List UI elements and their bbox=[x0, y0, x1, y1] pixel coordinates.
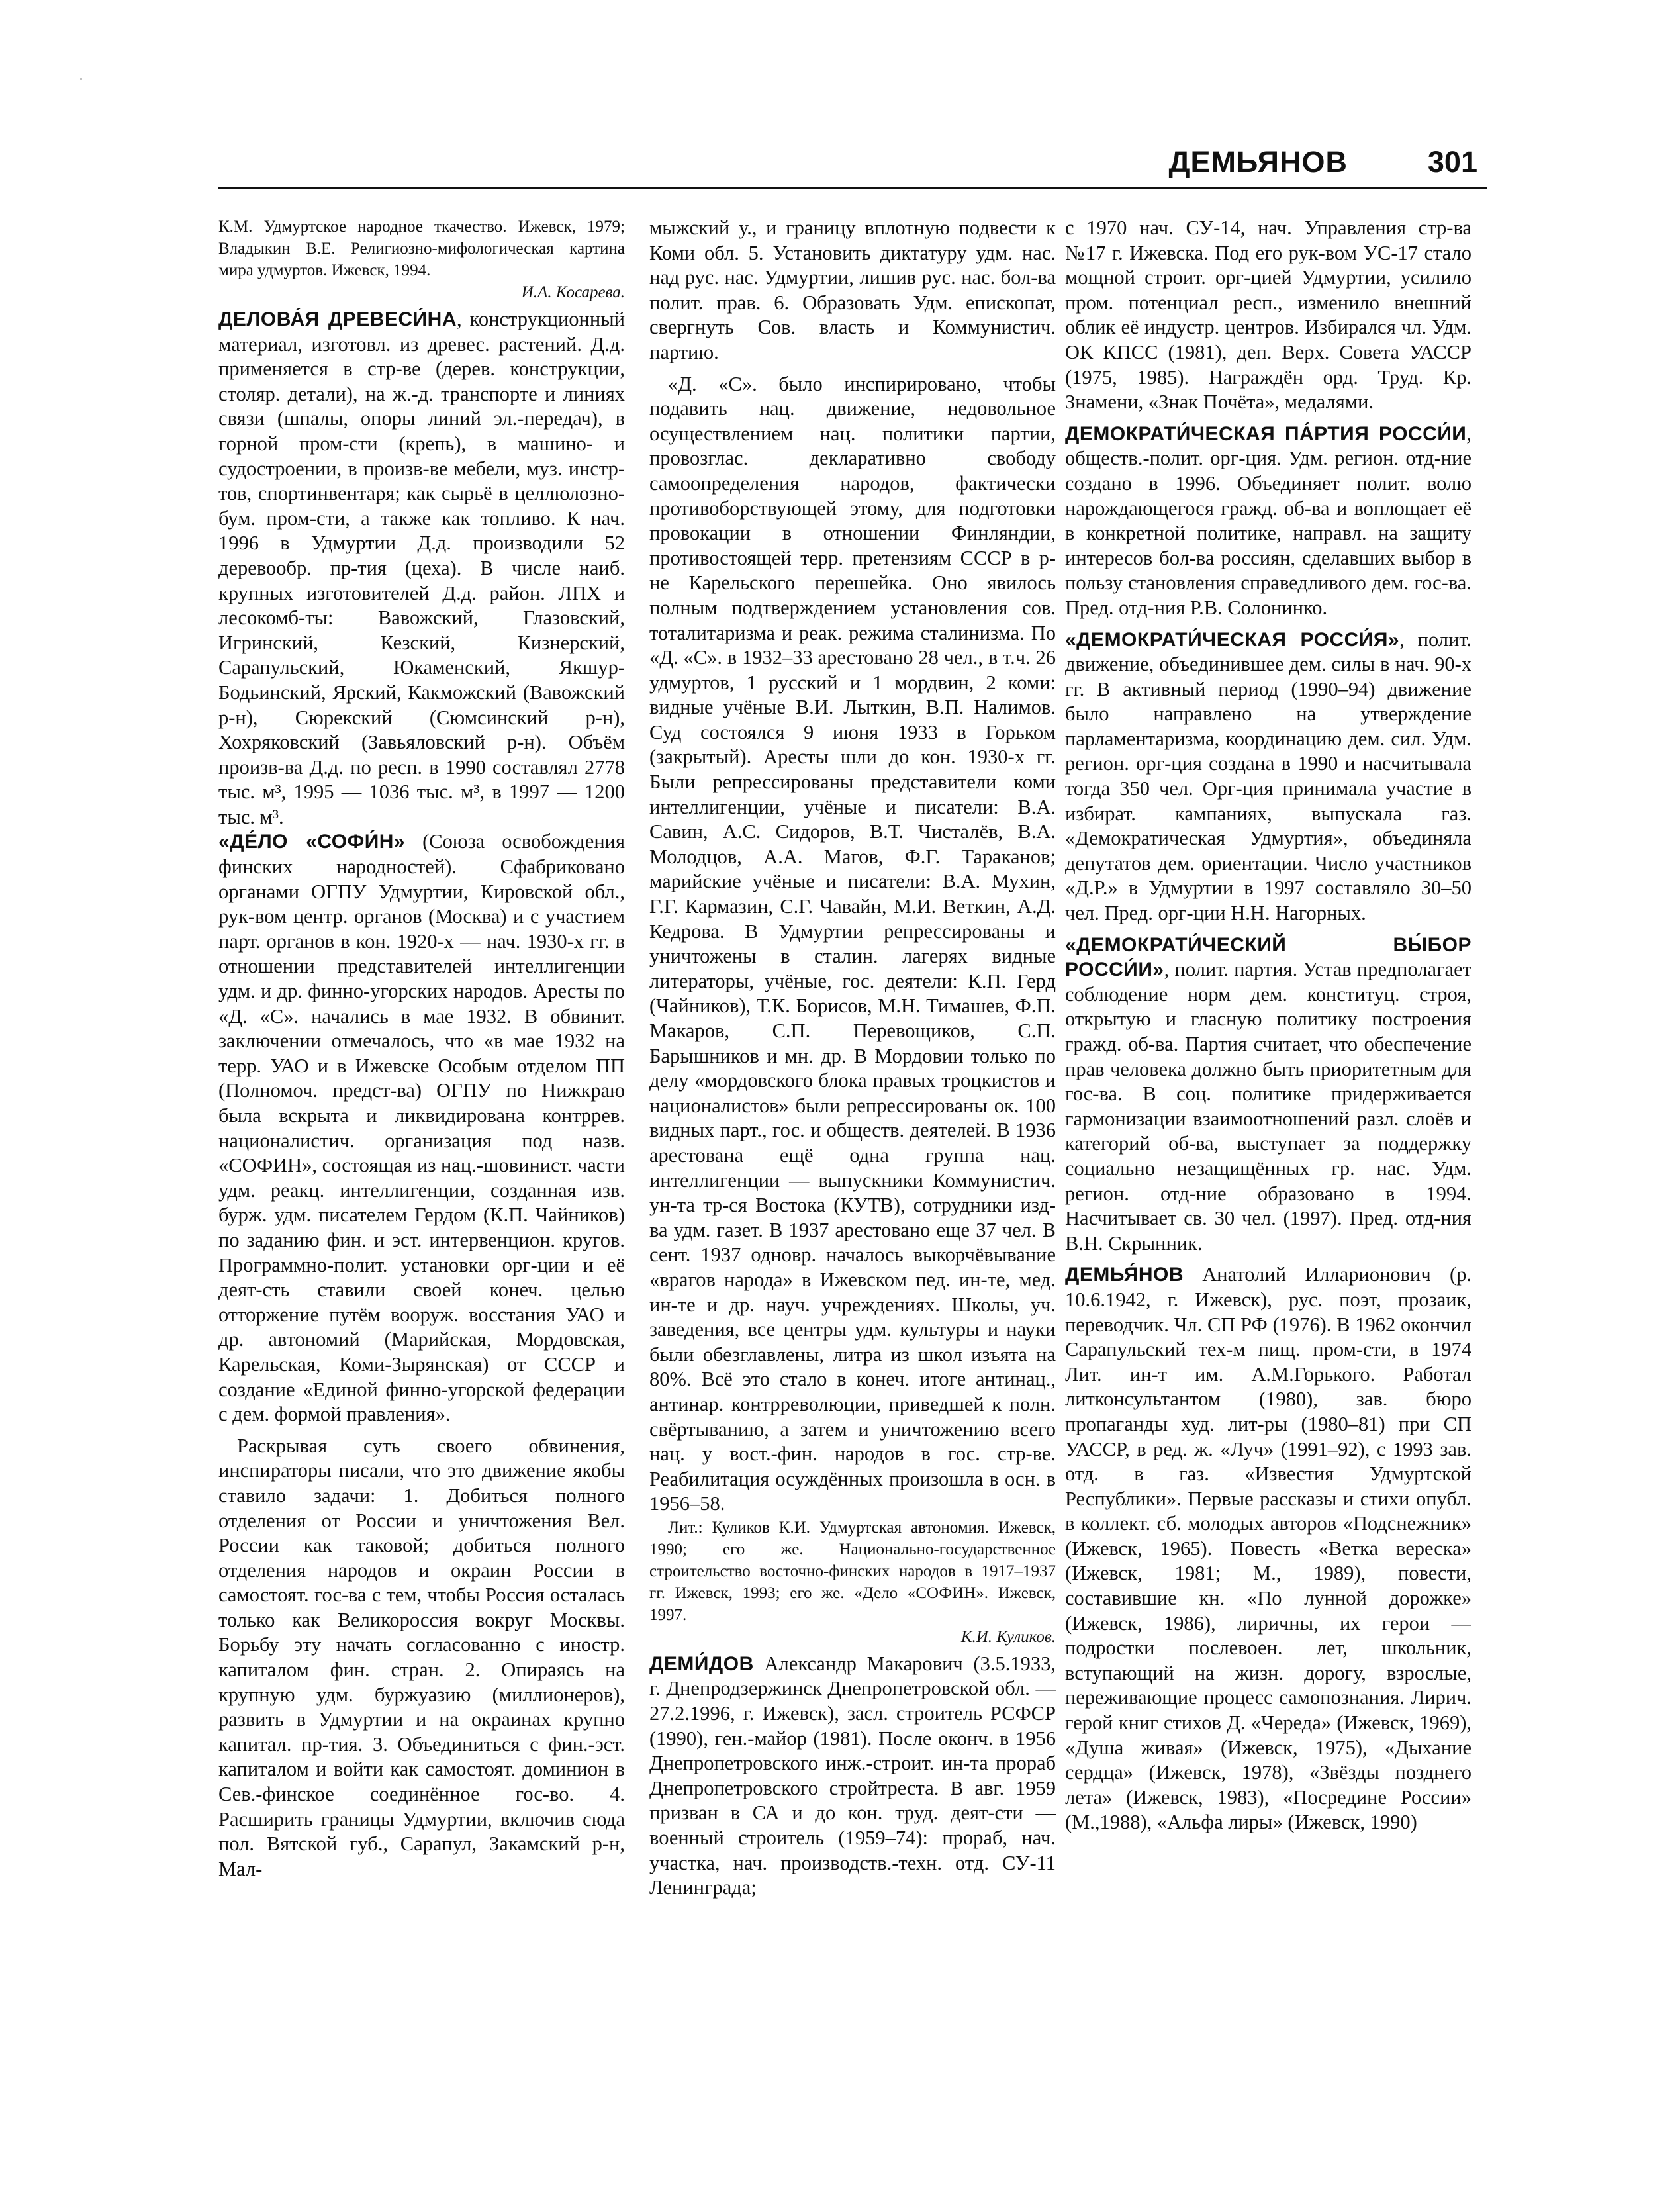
entry-body: , полит. партия. Устав предполагает соблюдение норм дем. конституц. строя, открытую и гласную политику построения гражд. об-ва. Партия считает, что обеспечение прав человека должно быть приоритетным для гос-ва. В соц. политике придерживается гармонизации взаимоотношений разл. слоёв и категорий об-ва, выступает за поддержку социально незащищённых гр. нас. Удм. регион. отд-ние образовано в 1994. Насчитывает св. 30 чел. (1997). Пред. отд-ния В.Н. Скрынник. bbox=[1065, 958, 1471, 1255]
entry-headword: «ДЕМОКРАТИ́ЧЕСКИЙ ВЫ́БОР РОССИ́И» bbox=[1065, 933, 1471, 981]
entry-democratic-party bbox=[1065, 422, 1471, 621]
entry-body: Анатолий Илларионович (р. 10.6.1942, г. Ижевск), рус. поэт, прозаик, переводчик. Чл. СП РФ (1976). В 1962 окончил Сарапульский тех-м пищ. пром-сти, в 1974 Лит. ин-т им. А.М.Горького. Работал литконсультантом (1980), зав. бюро пропаганды худ. лит-ры (1980–81) при СП УАССР, в ред. ж. «Луч» (1991–92), с 1993 зав. отд. в газ. «Известия Удмуртской Республики». Первые рассказы и стихи опубл. в коллект. сб. молодых авторов «Подснежник» (Ижевск, 1965). Повесть «Ветка вереска» (Ижевск, 1981; М., 1989), повести, составившие кн. «По лунной дорожке» (Ижевск, 1986), лиричны, их герои — подростки послевоен. лет, школьник, вступающий на жизн. дорогу, взрослые, переживающие процесс самопознания. Лирич. герой книг стихов Д. «Череда» (Ижевск, 1969), «Душа живая» (Ижевск, 1975), «Дыхание сердца» (Ижевск, 1978), «Звёзды позднего лета» (Ижевск, 1983), «Посредине России» (М.,1988), «Альфа лиры» (Ижевск, 1990) bbox=[1065, 1263, 1471, 1834]
entry-delovaya-drevesina bbox=[218, 307, 625, 830]
entry-paragraph: Раскрывая суть своего обвинения, инспираторы писали, что это движение якобы ставило задачи: 1. Добиться полного отделения от России и уничтожения Вел. России как таковой; добиться полного отделения народов и окраин России в самостоят. гос-ва с тем, чтобы Россия осталась только как Великороссия вокруг Москвы. Борьбу эту начать согласованно с иностр. капиталом фин. стран. 2. Опираясь на крупную удм. буржуазию (миллионеров), развить в Удмуртии и на окраинах крупно капитал. пр-тия. 3. Объединиться с фин.-эст. капиталом и войти как самостоят. доминион в Сев.-финское соединённое гос-во. 4. Расширить границы Удмуртии, включив сюда пол. Вятской губ., Сарапул, Закамский р-н, Мал- bbox=[218, 1434, 625, 1880]
column-1 bbox=[218, 216, 625, 2162]
entry-body: (Союза освобождения финских народностей). Сфабриковано органами ОГПУ Удмуртии, Кировской обл., рук-вом центр. органов (Москва) и с участием парт. органов в кон. 1920-х — нач. 1930-х гг. в отношении представителей интеллигенции удм. и др. финно-угорских народов. Аресты по «Д. «С». начались в мае 1932. В обвинит. заключении отмечалось, что «в мае 1932 на терр. УАО и в Ижевске Особым отделом ПП (Полномоч. предст-ва) ОГПУ по Нижкраю была вскрыта и ликвидирована контррев. националистич. организация под назв. «СОФИН», состоящая из нац.-шовинист. части удм. реакц. интеллигенции, созданная изв. бурж. удм. писателем Гердом (К.П. Чайников) по заданию фин. и эст. интервенцион. кругов. Программно-полит. установки орг-ции и её деят-сть ставили своей конеч. целью отторжение путём вооруж. восстания УАО и др. автономий (Марийская, Мордовская, Карельская, Коми-Зырянская) от СССР и создание «Единой финно-угорской федерации с дем. формой правления». bbox=[218, 830, 625, 1426]
entry-body: Александр Макарович (3.5.1933, г. Днепродзержинск Днепропетровской обл. — 27.2.1996, г. Ижевск), засл. строитель РСФСР (1990), ген.-майор (1981). После оконч. в 1956 Днепропетровского инж.-строит. ин-та прораб Днепропетровского стройтреста. В авг. 1959 призван в СА и до кон. труд. деят-сти — военный строитель (1959–74): прораб, нач. участка, нач. производств.-техн. отд. СУ-11 Ленинграда; bbox=[649, 1652, 1056, 1899]
entry-democratic-choice bbox=[1065, 933, 1471, 1257]
literature-ref: Лит.: Куликов К.И. Удмуртская автономия. Ижевск, 1990; его же. Национально-государственное строительство восточно-финских народов в 1917–1937 гг. Ижевск, 1993; его же. «Дело «СОФИН». Ижевск, 1997. bbox=[649, 1518, 1056, 1624]
header-title: ДЕМЬЯНОВ bbox=[1168, 145, 1348, 179]
entry-body: , обществ.-полит. орг-ция. Удм. регион. отд-ние создано в 1996. Объединяет полит. волю нарождающегося гражд. об-ва и воплощает её в конкретной политике, направл. на защиту интересов бол-ва россиян, сделавших выбор в пользу становления справедливого дем. гос-ва. Пред. отд-ния Р.В. Солонинко. bbox=[1065, 422, 1471, 619]
entry-paragraph: «Д. «С». было инспирировано, чтобы подавить нац. движение, недовольное осуществлением нац. политики партии, провозглас. декларативно свободу самоопределения народов, фактически противоборствующей этому, для подготовки провокации в отношении Финляндии, противостоящей терр. претензиям СССР в р-не Карельского перешейка. Оно явилось полным подтверждением установления сов. тоталитаризма и реак. режима сталинизма. По «Д. «С». в 1932–33 арестовано 28 чел., в т.ч. 26 удмуртов, 1 русский и 1 мордвин, 2 коми: видные учёные В.И. Лыткин, В.П. Налимов. Суд состоялся 9 июня 1933 в Горьком (закрытый). Аресты шли до кон. 1930-х гг. Были репрессированы представители коми интеллигенции, учёные и писатели: В.А. Савин, А.С. Сидоров, В.Т. Чисталёв, В.А. Молодцов, А.А. Магов, Ф.Г. Тараканов; марийские учёные и писатели: В.А. Мухин, Г.Г. Кармазин, С.Г. Чавайн, М.И. Веткин, А.Д. Кедрова. В Удмуртии репрессированы и уничтожены в сталин. лагерях видные литераторы, учёные, гос. деятели: К.П. Герд (Чайников), Т.К. Борисов, М.Н. Тимашев, Ф.П. Макаров, С.П. Перевощиков, С.П. Барышников и мн. др. В Мордовии только по делу «мордовского блока правых троцкистов и националистов» были репрессированы ок. 100 видных парт., гос. и обществ. деятелей. В 1936 арестована ещё одна группа нац. интеллигенции — выпускники Коммунистич. ун-та тр-ся Востока (КУТВ), сотрудники изд-ва удм. газет. В 1937 арестовано еще 37 чел. В сент. 1937 одновр. началось выкорчёвывание «врагов народа» в Ижевском пед. ин-те, мед. ин-те и др. науч. учреждениях. Школы, уч. заведения, все центры удм. культуры и науки были обезглавлены, литра из школ изъята на 80%. Всё это стало в конеч. итоге антинац., антинар. контрреволюции, приведшей к полн. свёртыванию, а затем и уничтожению всего нац. у вост.-фин. народов в гос. стр-ве. Реабилитация осуждённых произошла в осн. в 1956–58. bbox=[649, 372, 1056, 1515]
scan-speck bbox=[80, 78, 82, 80]
column-3 bbox=[1065, 216, 1471, 2162]
header-rule bbox=[218, 187, 1487, 189]
entry-body: , полит. движение, объединившее дем. силы в нач. 90-х гг. В активный период (1990–94) движение было направлено на утверждение парламентаризма, координацию дем. сил. Удм. регион. орг-ция создана в 1990 и насчитывала тогда 350 чел. Орг-ция принимала участие в избират. кампаниях, выпускала газ. «Демократическая Удмуртия», объединяла депутатов дем. ориентации. Число участников «Д.Р.» в Удмуртии в 1997 составляло 30–50 чел. Пред. орг-ции Н.Н. Нагорных. bbox=[1065, 628, 1471, 925]
article-author: И.А. Косарева. bbox=[521, 283, 625, 301]
entry-demidov bbox=[649, 1652, 1056, 1901]
entry-headword: «ДЕ́ЛО «СОФИ́Н» bbox=[218, 831, 406, 853]
article-author: К.И. Куликов. bbox=[960, 1627, 1056, 1646]
entry-headword: ДЕМОКРАТИ́ЧЕСКАЯ ПА́РТИЯ РОССИ́И bbox=[1065, 422, 1467, 445]
entry-headword: ДЕМИ́ДОВ bbox=[649, 1652, 754, 1675]
entry-headword: ДЕЛОВА́Я ДРЕВЕСИ́НА bbox=[218, 309, 457, 330]
running-header bbox=[218, 136, 1487, 189]
entry-paragraph: с 1970 нач. СУ-14, нач. Управления стр-ва №17 г. Ижевска. Под его рук-вом УС-17 стало мощной строит. орг-цией Удмуртии, усилило пром. потенциал респ., изменило внешний облик её индустр. центров. Избирался чл. Удм. ОК КПСС (1981), деп. Верх. Совета УАССР (1975, 1985). Награждён орд. Труд. Кр. Знамени, «Знак Почёта», медалями. bbox=[1065, 216, 1471, 414]
entry-headword: «ДЕМОКРАТИ́ЧЕСКАЯ РОССИ́Я» bbox=[1065, 628, 1400, 651]
literature-ref: К.М. Удмуртское народное ткачество. Ижевск, 1979; Владыкин В.Е. Религиозно-мифологическая картина мира удмуртов. Ижевск, 1994. bbox=[218, 218, 625, 279]
entry-democratic-russia bbox=[1065, 628, 1471, 926]
column-2 bbox=[649, 216, 1056, 2162]
entry-headword: ДЕМЬЯ́НОВ bbox=[1065, 1264, 1184, 1286]
entry-body: , конструкционный материал, изготовл. из древес. растений. Д.д. применяется в стр-ве (дерев. конструкции, столяр. детали), на ж.-д. транспорте и линиях связи (шпалы, опоры линий эл.-передач), в горной пром-сти (крепь), в машино- и судостроении, в произв-ве мебели, муз. инстр-тов, спортинвентаря; как сырьё в целлюлозно-бум. пром-сти, а также как топливо. К нач. 1996 в Удмуртии Д.д. производили 52 деревообр. пр-тия (цеха). В числе наиб. крупных изготовителей Д.д. район. ЛПХ и лесокомб-ты: Вавожский, Глазовский, Игринский, Кезский, Кизнерский, Сарапульский, Юкаменский, Якшур-Бодьинский, Ярский, Какможский (Вавожский р-н), Сюрекский (Сюмсинский р-н), Хохряковский (Завьяловский р-н). Объём произв-ва Д.д. по респ. в 1990 составлял 2778 тыс. м³, 1995 — 1036 тыс. м³, в 1997 — 1200 тыс. м³. bbox=[218, 308, 625, 828]
page-number: 301 bbox=[1427, 145, 1477, 179]
entry-delo-sofin bbox=[218, 830, 625, 1427]
entry-paragraph: мыжский у., и границу вплотную подвести к Коми обл. 5. Установить диктатуру удм. нас. над рус. нас. Удмуртии, лишив рус. нас. бол-ва полит. прав. 6. Образовать Удм. епископат, свергнуть Сов. власть и Коммунистич. партию. bbox=[649, 216, 1056, 363]
entry-demyanov bbox=[1065, 1262, 1471, 1835]
